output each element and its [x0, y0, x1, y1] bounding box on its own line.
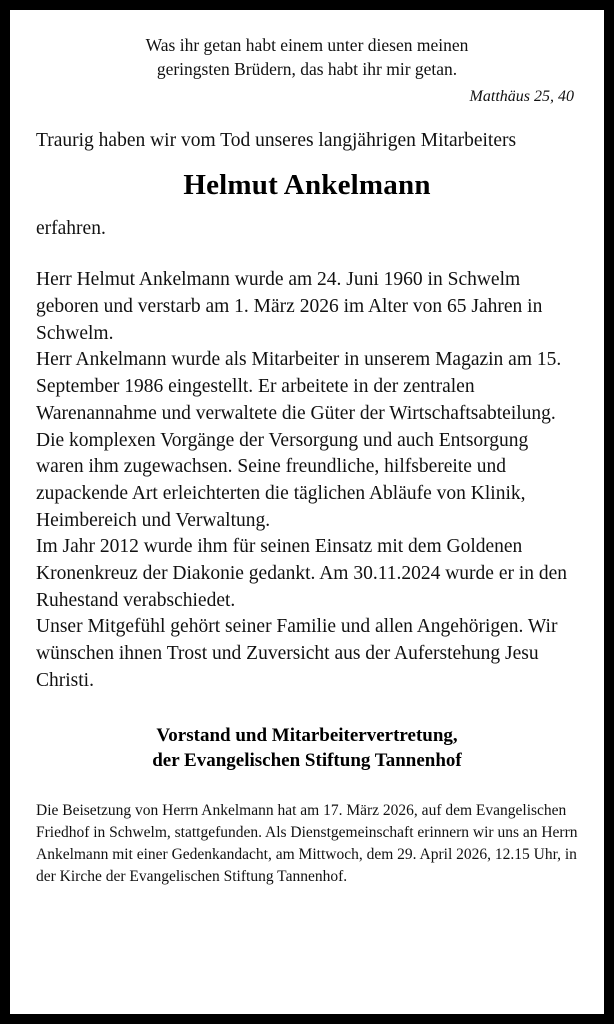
after-name-text: erfahren. — [36, 217, 106, 239]
biography-paragraph-2: Herr Ankelmann wurde als Mitarbeiter in unserem Magazin am 15. September 1986 eingestellt. Er arbeitete in der zentralen Warenannahme und verwaltete die Güter der Wirtschaftsabteilung. Die komplexen Vorgänge der Versorgung und auch Entsorgung waren ihm zugewachsen. Seine freundliche, hilfsbereite und zupackende Art erleichterten die täglichen Abläufe von Klinik, Heimbereich und Verwaltung. — [36, 349, 562, 531]
intro-text: Traurig haben wir vom Tod unseres langjährigen Mitarbeiters — [36, 129, 517, 151]
signature-line-2: der Evangelischen Stiftung Tannenhof — [152, 750, 462, 772]
biography-paragraph-3: Im Jahr 2012 wurde ihm für seinen Einsatz mit dem Goldenen Kronenkreuz der Diakonie gedankt. Am 30.11.2024 wurde er in den Ruhestand verabschiedet. — [36, 536, 568, 611]
epitaph-quote — [36, 34, 578, 82]
biography-paragraph-4: Unser Mitgefühl gehört seiner Familie und allen Angehörigen. Wir wünschen ihnen Trost und Zuversicht aus der Auferstehung Jesu Christi. — [36, 616, 558, 691]
epitaph-line-2: geringsten Brüdern, das habt ihr mir getan. — [156, 58, 458, 79]
obituary-card — [10, 10, 604, 1014]
funeral-footnote: Die Beisetzung von Herrn Ankelmann hat am 17. März 2026, auf dem Evangelischen Friedhof in Schwelm, stattgefunden. Als Dienstgemeinschaft erinnern wir uns an Herrn Ankelmann mit einer Gedenkandacht, am Mittwoch, dem 29. April 2026, 12.15 Uhr, in der Kirche der Evangelischen Stiftung Tannenhof. — [36, 801, 578, 885]
biography-block — [36, 267, 578, 694]
signature-line-1: Vorstand und Mitarbeitervertretung, — [156, 724, 458, 746]
deceased-name: Helmut Ankelmann — [183, 168, 431, 201]
signature-block — [36, 723, 578, 774]
epitaph-source: Matthäus 25, 40 — [469, 87, 574, 105]
biography-paragraph-1: Herr Helmut Ankelmann wurde am 24. Juni 1960 in Schwelm geboren und verstarb am 1. März 2026 im Alter von 65 Jahren in Schwelm. — [36, 269, 543, 344]
epitaph-line-1: Was ihr getan habt einem unter diesen meinen — [145, 35, 469, 55]
